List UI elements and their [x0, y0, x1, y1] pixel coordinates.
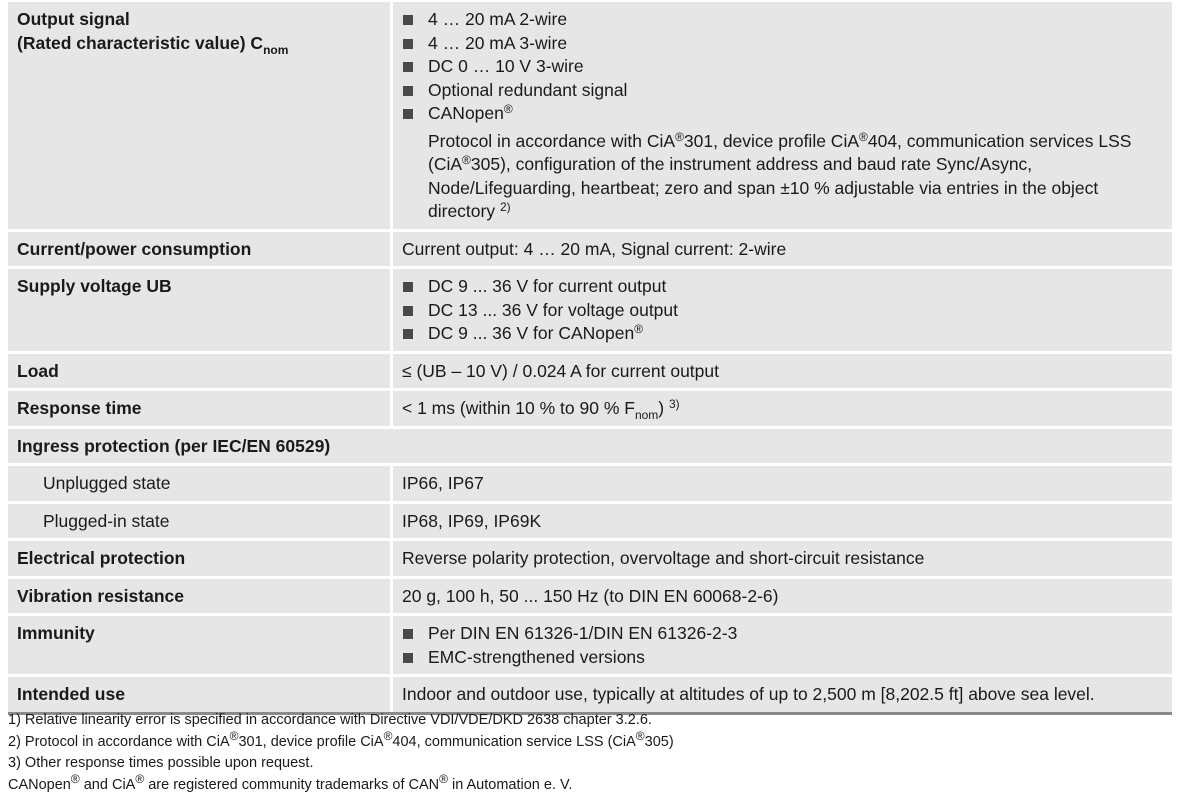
- label-load: Load: [8, 354, 393, 389]
- label-ingress-protection: Ingress protection (per IEC/EN 60529): [17, 435, 331, 456]
- value-response-time: < 1 ms (within 10 % to 90 % $F_{nom}$) $^{3)}$: [402, 397, 680, 422]
- value-intended-use: Indoor and outdoor use, typically at altitudes of up to 2,500 m [8,202.5 ft] above sea level.: [402, 684, 1095, 704]
- value-unplugged-state: IP66, IP67: [402, 473, 484, 493]
- label-response-time: Response time: [8, 391, 393, 426]
- row-electrical-protection: [8, 541, 1172, 579]
- row-load: [8, 354, 1172, 392]
- label-current-power: Current/power consumption: [8, 232, 393, 267]
- list-item: DC 9 ... 36 V for current output: [402, 275, 1162, 299]
- value-supply-voltage: [393, 269, 1172, 351]
- label-electrical-protection: Electrical protection: [8, 541, 393, 576]
- row-current-power: [8, 232, 1172, 270]
- list-item: 4 … 20 mA 3-wire: [402, 32, 1162, 56]
- list-item: Per DIN EN 61326-1/DIN EN 61326-2-3: [402, 622, 1162, 646]
- row-unplugged-state: [8, 466, 1172, 504]
- spec-table: [8, 2, 1172, 715]
- label-output-signal-line2: (Rated characteristic value) $C_{nom}$: [17, 32, 289, 57]
- row-response-time: [8, 391, 1172, 429]
- row-supply-voltage: [8, 269, 1172, 354]
- immunity-list: [402, 622, 1162, 669]
- list-item: DC 9 ... 36 V for CANopen®: [402, 322, 1162, 346]
- footnote-1: 1) Relative linearity error is specified in accordance with Directive VDI/VDE/DKD 2638 chapter 3.2.6.: [8, 712, 652, 728]
- value-output-signal: [393, 2, 1172, 229]
- canopen-protocol-note: Protocol in accordance with CiA®301, device profile CiA®404, communication services LSS (CiA®305), configuration of the instrument address and baud rate Sync/Async, Node/Lifeguarding, heartbeat; zero and span ±10 % adjustable via entries in the object directory $^{2)}$: [428, 129, 1132, 221]
- supply-voltage-list: [402, 275, 1162, 346]
- value-plugged-state: IP68, IP69, IP69K: [402, 510, 542, 531]
- value-load: ≤ (UB – 10 V) / 0.024 A for current output: [402, 360, 719, 381]
- output-signal-list: [402, 8, 1162, 126]
- row-output-signal: [8, 2, 1172, 232]
- list-item: Optional redundant signal: [402, 79, 1162, 103]
- list-item: EMC-strengthened versions: [402, 646, 1162, 670]
- row-immunity: [8, 616, 1172, 677]
- list-item: CANopen®: [402, 102, 1162, 126]
- list-item: DC 13 ... 36 V for voltage output: [402, 299, 1162, 323]
- label-vibration-resistance: Vibration resistance: [8, 579, 393, 614]
- value-electrical-protection: Reverse polarity protection, overvoltage and short-circuit resistance: [402, 548, 925, 568]
- row-intended-use: [8, 677, 1172, 712]
- list-item: DC 0 … 10 V 3-wire: [402, 55, 1162, 79]
- row-plugged-state: [8, 504, 1172, 542]
- trademark-note: CANopen® and CiA® are registered community trademarks of CAN® in Automation e. V.: [8, 771, 573, 793]
- label-intended-use: Intended use: [8, 677, 393, 712]
- value-current-power: Current output: 4 … 20 mA, Signal current: 2-wire: [402, 238, 787, 259]
- label-plugged-state: Plugged-in state: [8, 504, 393, 539]
- label-unplugged-state: Unplugged state: [8, 466, 393, 501]
- label-output-signal-line1: Output signal: [17, 9, 130, 29]
- label-output-signal: [8, 2, 393, 229]
- footnote-2: 2) Protocol in accordance with CiA®301, device profile CiA®404, communication service LSS (CiA®305): [8, 728, 674, 750]
- value-vibration-resistance: 20 g, 100 h, 50 ... 150 Hz (to DIN EN 60068-2-6): [402, 585, 779, 606]
- label-supply-voltage: Supply voltage UB: [8, 269, 393, 351]
- label-immunity: Immunity: [8, 616, 393, 674]
- row-ingress-protection: [8, 429, 1172, 467]
- footnote-3: 3) Other response times possible upon request.: [8, 755, 314, 771]
- footnotes: [8, 710, 674, 796]
- row-vibration-resistance: [8, 579, 1172, 617]
- list-item: 4 … 20 mA 2-wire: [402, 8, 1162, 32]
- value-immunity: [393, 616, 1172, 674]
